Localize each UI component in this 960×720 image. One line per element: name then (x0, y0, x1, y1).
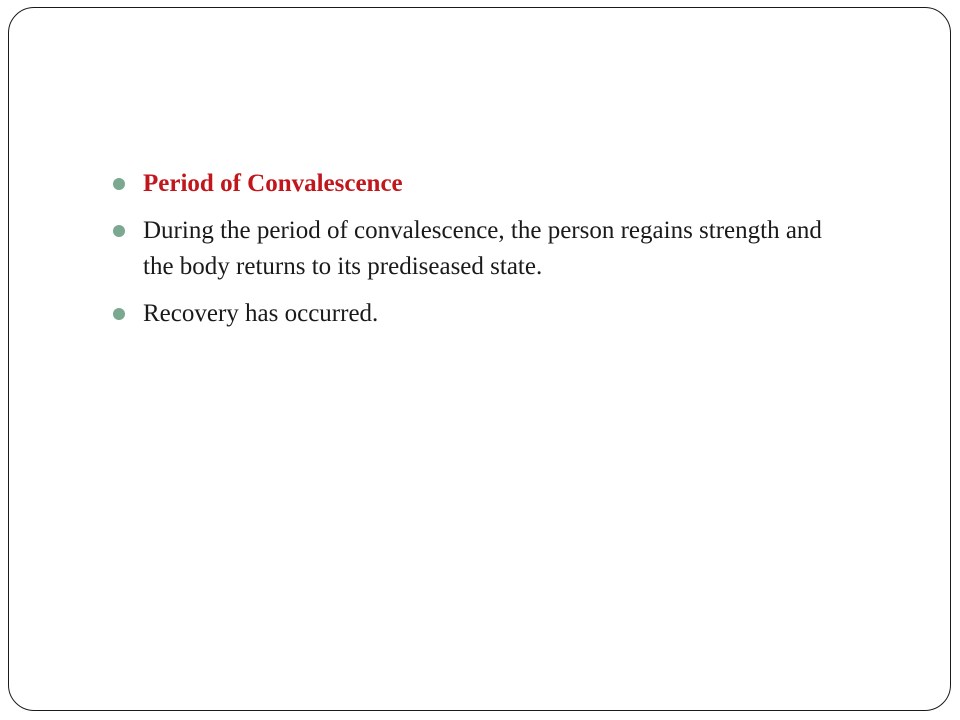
bullet-dot-icon (113, 308, 125, 320)
description-text: During the period of convalescence, the person regains strength and the body returns to its prediseased state. (143, 217, 822, 280)
section-heading: Period of Convalescence (143, 170, 403, 197)
bullet-item-recovery (113, 296, 853, 332)
bullet-dot-icon (113, 178, 125, 190)
slide-frame (8, 7, 951, 711)
bullet-dot-icon (113, 225, 125, 237)
bullet-list (113, 166, 853, 343)
bullet-item-description (113, 213, 853, 285)
bullet-item-heading (113, 166, 853, 202)
recovery-text: Recovery has occurred. (143, 300, 379, 327)
